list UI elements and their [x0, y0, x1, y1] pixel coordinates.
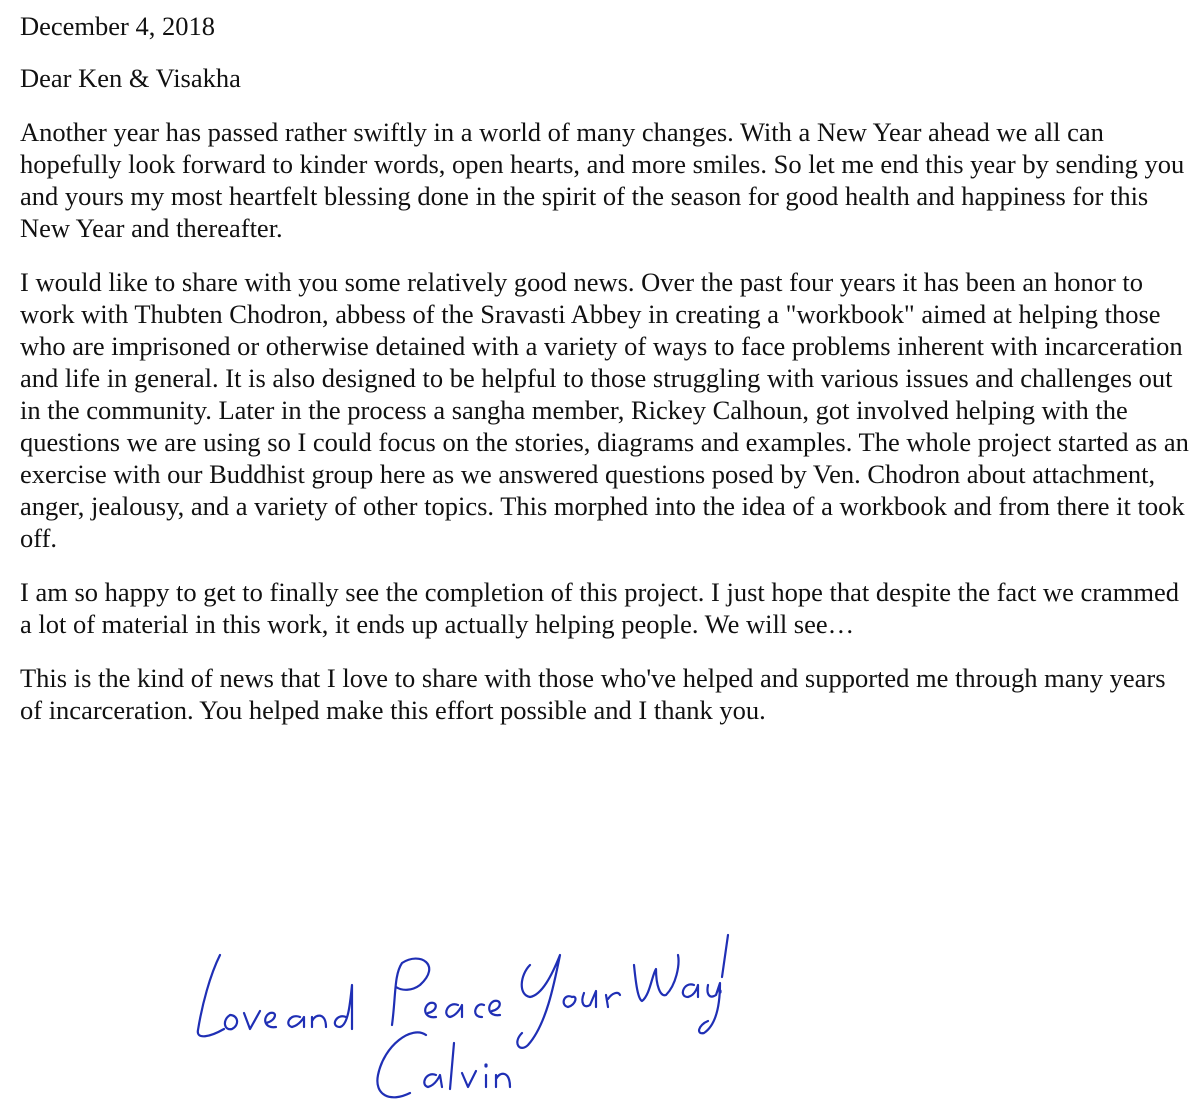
paragraph-1: Another year has passed rather swiftly in a world of many changes. With a New Year ahead we all can hopefully look forward to kinder words, open hearts, and more smiles. So let me end this year by sending you and yours my most heartfelt blessing done in the spirit of the season for good health and happiness for this New Year and thereafter.: [20, 117, 1185, 243]
paragraph-2: I would like to share with you some relatively good news. Over the past four years it has been an honor to work with Thubten Chodron, abbess of the Sravasti Abbey in creating a "workbook" aimed at helping those who are imprisoned or otherwise detained with a variety of ways to face problems inherent with incarceration and life in general. It is also designed to be helpful to those struggling with various issues and challenges out in the community. Later in the process a sangha member, Rickey Calhoun, got involved helping with the questions we are using so I could focus on the stories, diagrams and examples. The whole project started as an exercise with our Buddhist group here as we answered questions posed by Ven. Chodron about attachment, anger, jealousy, and a variety of other topics. This morphed into the idea of a workbook and from there it took off.: [20, 267, 1189, 553]
letter-salutation: Dear Ken & Visakha: [20, 63, 241, 93]
paragraph-4: This is the kind of news that I love to share with those who've helped and supported me through many years of incarceration. You helped make this effort possible and I thank you.: [20, 663, 1166, 725]
handwritten-signature: [180, 925, 740, 1115]
signature-drawing: [180, 925, 740, 1115]
letter-date: December 4, 2018: [20, 11, 215, 41]
letter-body: [20, 10, 1190, 748]
paragraph-3: I am so happy to get to finally see the completion of this project. I just hope that despite the fact we crammed a lot of material in this work, it ends up actually helping people. We will see…: [20, 577, 1180, 639]
